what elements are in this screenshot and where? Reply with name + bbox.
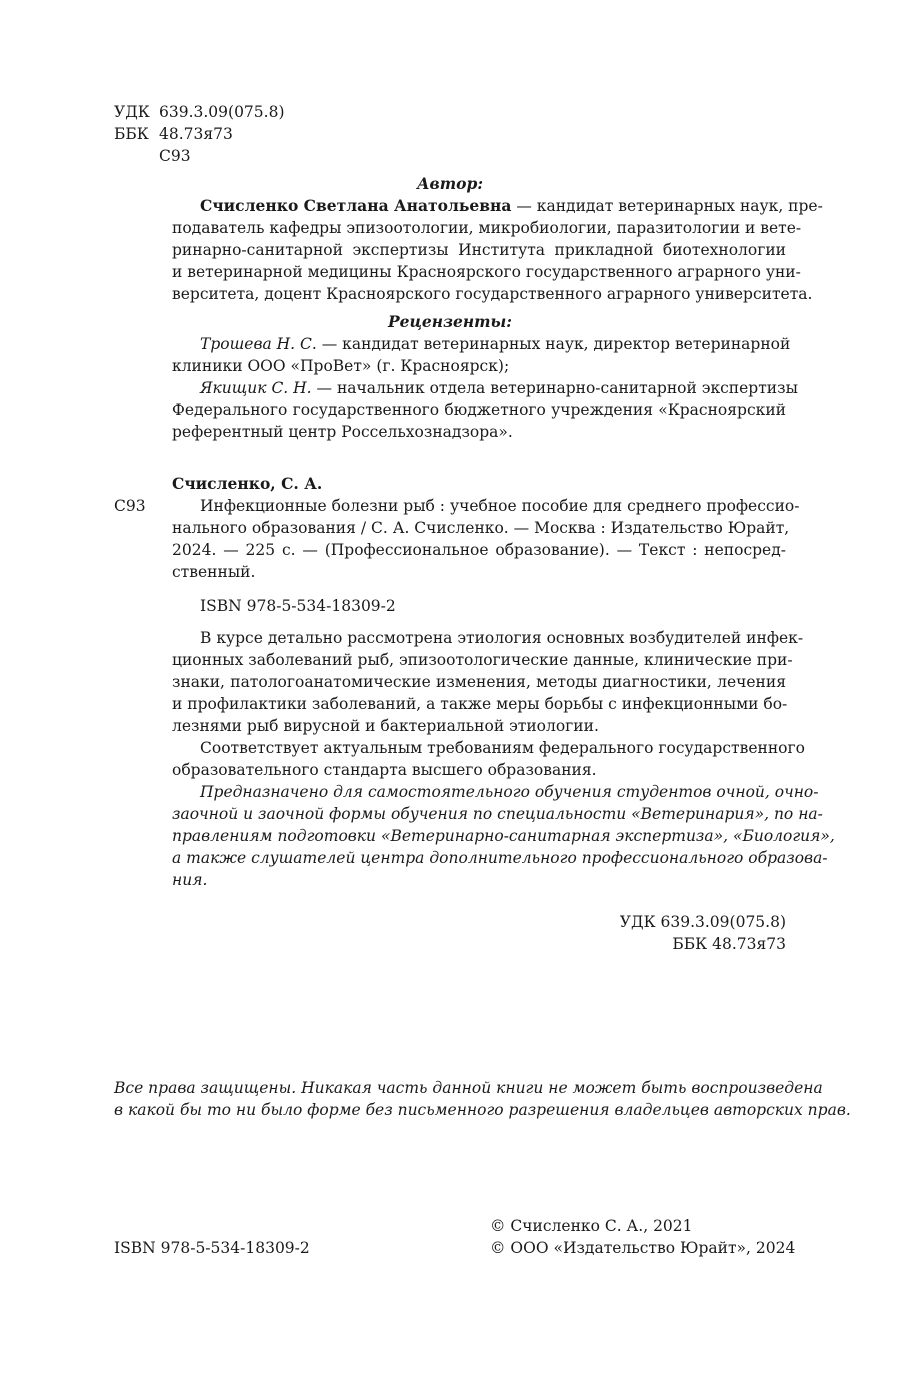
bbk-value: 48.73я73 — [159, 125, 233, 143]
author-line: подаватель кафедры эпизоотологии, микробиологии, паразитологии и вете- — [172, 219, 802, 237]
rights-line: в какой бы то ни было форме без письменного разрешения владельцев авторских прав. — [114, 1101, 851, 1119]
catalog-author-heading: Счисленко, С. А. — [172, 474, 323, 493]
author-description — [172, 195, 823, 305]
footer-copyright-publisher: © ООО «Издательство Юрайт», 2024 — [490, 1239, 796, 1257]
reviewers-heading: Рецензенты: — [387, 312, 513, 331]
annotation-line: а также слушателей центра дополнительного профессионального образова- — [172, 849, 828, 867]
catalog-isbn: ISBN 978-5-534-18309-2 — [200, 597, 396, 615]
annotation-paragraph-3 — [172, 781, 835, 891]
footer-isbn: ISBN 978-5-534-18309-2 — [114, 1239, 310, 1257]
catalog-line: нального образования / С. А. Счисленко. — Москва : Издательство Юрайт, — [172, 519, 790, 537]
annotation-line: В курсе детально рассмотрена этиология основных возбудителей инфек- — [200, 629, 804, 647]
reviewer-line: клиники ООО «ПроВет» (г. Красноярск); — [172, 357, 510, 375]
reviewer-line: — кандидат ветеринарных наук, директор ветеринарной — [316, 335, 791, 353]
catalog-line: 2024. — 225 с. — (Профессиональное образование). — Текст : непосред- — [172, 541, 786, 559]
udk-label: УДК — [114, 103, 150, 121]
annotation-line: ния. — [172, 871, 208, 889]
author-line: ринарно-санитарной экспертизы Института прикладной биотехнологии — [172, 241, 786, 259]
author-mark: С93 — [159, 147, 191, 165]
annotation-paragraph-1 — [172, 627, 804, 737]
reviewer-line: референтный центр Россельхознадзора». — [172, 423, 513, 441]
catalog-line: Инфекционные болезни рыб : учебное пособие для среднего профессио- — [200, 497, 800, 515]
bbk-label: ББК — [114, 125, 149, 143]
annotation-line: и профилактики заболеваний, а также меры борьбы с инфекционными бо- — [172, 695, 788, 713]
bottom-bbk: ББК 48.73я73 — [672, 935, 786, 953]
reviewer-name: Якищик С. Н. — [200, 379, 312, 397]
author-line: верситета, доцент Красноярского государственного аграрного университета. — [172, 285, 813, 303]
annotation-line: лезнями рыб вирусной и бактериальной этиологии. — [172, 717, 599, 735]
annotation-line: правлениям подготовки «Ветеринарно-санитарная экспертиза», «Биология», — [172, 827, 835, 845]
bottom-udk: УДК 639.3.09(075.8) — [619, 913, 786, 931]
reviewers-list — [172, 333, 798, 443]
catalog-description — [172, 495, 800, 583]
author-name: Счисленко Светлана Анатольевна — [200, 196, 512, 215]
catalog-mark: С93 — [114, 497, 146, 515]
author-line: и ветеринарной медицины Красноярского государственного аграрного уни- — [172, 263, 801, 281]
annotation-line: ционных заболеваний рыб, эпизоотологические данные, клинические при- — [172, 651, 793, 669]
rights-notice — [114, 1077, 851, 1121]
catalog-line: ственный. — [172, 563, 256, 581]
reviewer-line: Федерального государственного бюджетного учреждения «Красноярский — [172, 401, 786, 419]
reviewer-name: Трошева Н. С. — [200, 335, 317, 353]
udk-value: 639.3.09(075.8) — [159, 103, 285, 121]
annotation-line: заочной и заочной формы обучения по специальности «Ветеринария», по на- — [172, 805, 823, 823]
author-line: — кандидат ветеринарных наук, пре- — [511, 197, 823, 215]
annotation-line: знаки, патологоанатомические изменения, методы диагностики, лечения — [172, 673, 786, 691]
footer-copyright-author: © Счисленко С. А., 2021 — [490, 1217, 693, 1235]
rights-line: Все права защищены. Никакая часть данной книги не может быть воспроизведена — [114, 1079, 823, 1097]
annotation-line: образовательного стандарта высшего образования. — [172, 761, 597, 779]
annotation-paragraph-2 — [172, 737, 805, 781]
author-heading: Автор: — [416, 174, 484, 193]
annotation-line: Предназначено для самостоятельного обучения студентов очной, очно- — [200, 783, 819, 801]
annotation-line: Соответствует актуальным требованиям федерального государственного — [200, 739, 805, 757]
reviewer-line: — начальник отдела ветеринарно-санитарной экспертизы — [311, 379, 798, 397]
